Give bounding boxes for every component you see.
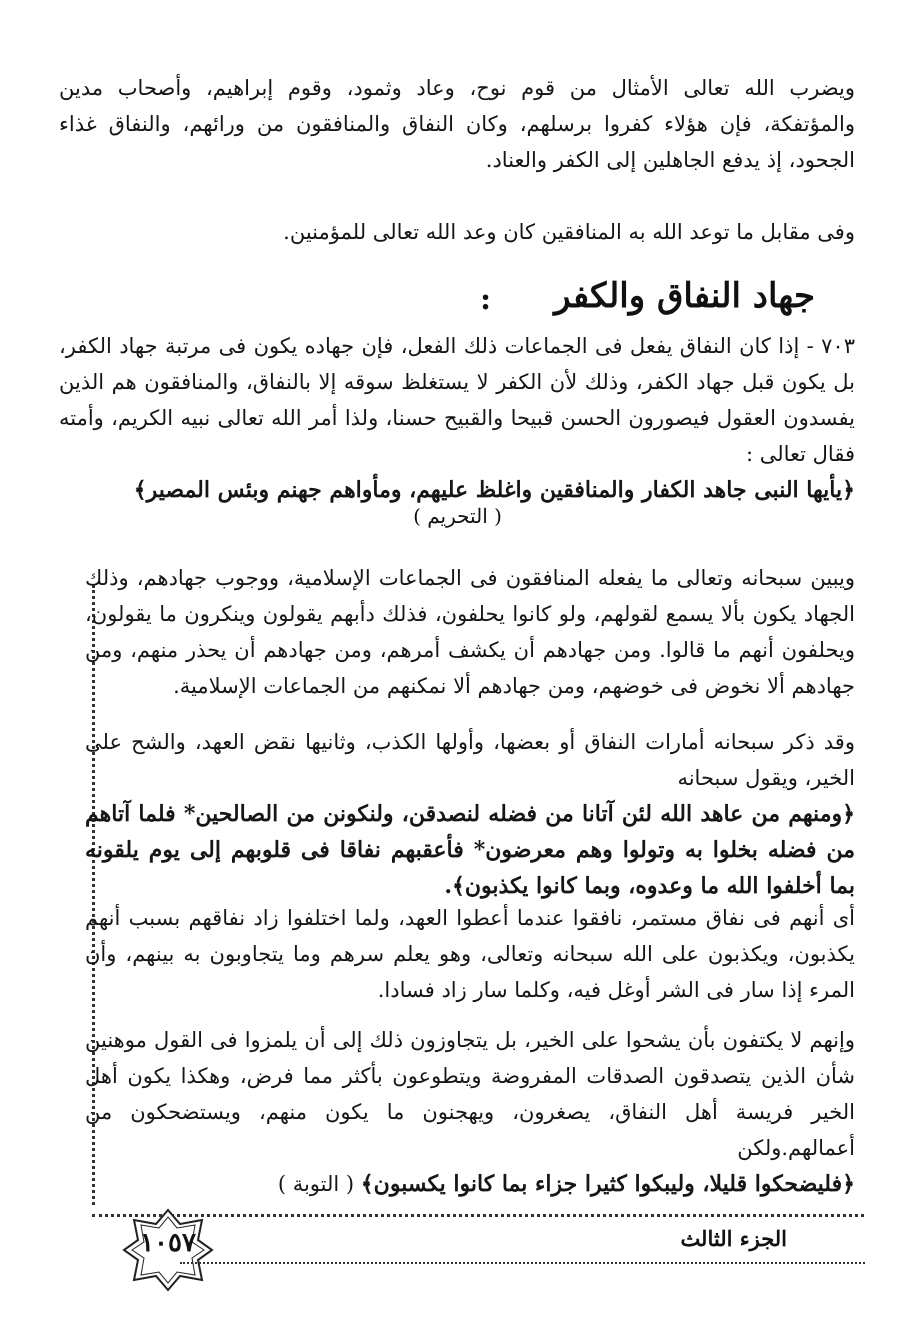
paragraph-signs: وقد ذكر سبحانه أمارات النفاق أو بعضها، وأولها الكذب، وثانيها نقض العهد، والشح على الخير، ويقول سبحانه <box>85 730 855 790</box>
quote-tawbah-covenant: ﴿ومنهم من عاهد الله لئن آتانا من فضله لنصدقن، ولنكونن من الصالحين* فلما آتاهم من فضله بخلوا به وتولوا وهم معرضون* فأعقبهم نفاقا فى قلوبهم إلى يوم يلقونه بما أخلفوا الله ما وعدوه، وبما كانوا يكذبون﴾. <box>85 801 855 899</box>
quote-tawbah-laugh: ﴿فليضحكوا قليلا، وليبكوا كثيرا جزاء بما كانوا يكسبون﴾ <box>360 1171 855 1197</box>
paragraph-continuous-hypocrisy: أى أنهم فى نفاق مستمر، نافقوا عندما أعطوا العهد، ولما اختلفوا زاد نفاقهم بسبب أنهم يكذبون، ويكذبون على الله سبحانه وتعالى، وهو يعلم سرهم وما يتجاوبون به بينهم، وأن المرء إذا سار فى الشر أوغل فيه، وكلما سار زاد فسادا. <box>85 906 855 1002</box>
source-tawbah: ( التوبة ) <box>277 1172 355 1196</box>
part-label: الجزء الثالث <box>680 1226 787 1251</box>
paragraph-mockery: وإنهم لا يكتفون بأن يشحوا على الخير، بل يتجاوزون ذلك إلى أن يلمزوا فى القول موهنين شأن الذين يتصدقون الصدقات المفروضة ويتطوعون بأكثر مما فرض، وهكذا يكون أهل الخير فريسة أهل النفاق، يصغرون، ويهجنون ما يكون منهم، ويستضحكون من أعمالهم.ولكن <box>85 1028 856 1160</box>
page-number: ١٠٥٧ <box>140 1228 196 1258</box>
heading-colon: : <box>480 282 492 317</box>
source-tahrim: ( التحريم ) <box>413 504 502 528</box>
paragraph-703-block <box>59 328 855 508</box>
quote-tahrim: ﴿يأيها النبى جاهد الكفار والمنافقين واغلظ عليهم، ومأواهم جهنم وبئس المصير﴾ <box>133 477 855 503</box>
paragraph-jihad-methods: ويبين سبحانه وتعالى ما يفعله المنافقون فى الجماعات الإسلامية، ووجوب جهادهم، وذلك الجهاد يكون بألا يسمع لقولهم، ولو كانوا يحلفون، فذلك دأبهم يقولون وينكرون ما يقولون، ويحلفون أنهم ما قالوا. ومن جهادهم أن يكشف أمرهم، ومن جهادهم أن يحذر منهم، ومن جهادهم ألا نخوض فى خوضهم، ومن جهادهم ألا نمكنهم من الجماعات الإسلامية. <box>85 566 855 698</box>
paragraph-promise: وفى مقابل ما توعد الله به المنافقين كان وعد الله تعالى للمؤمنين. <box>283 220 855 244</box>
paragraph-parables: ويضرب الله تعالى الأمثال من قوم نوح، وعاد وثمود، وقوم إبراهيم، وأصحاب مدين والمؤتفكة، فإن هؤلاء كفروا برسلهم، وكان النفاق والمنافقون من ورائهم، والنفاق غذاء الجحود، إذ يدفع الجاهلين إلى الكفر والعناد. <box>59 76 855 172</box>
section-heading: جهاد النفاق والكفر <box>554 276 815 316</box>
footer-rule <box>180 1262 865 1264</box>
quote-tawbah-laugh-line <box>85 1166 855 1202</box>
paragraph-signs-block <box>85 724 855 904</box>
paragraph-703: ٧٠٣ - إذا كان النفاق يفعل فى الجماعات ذلك الفعل، فإن جهاده يكون فى مرتبة جهاد الكفر، بل يكون قبل جهاد الكفر، وذلك لأن الكفر لا يستغلظ سوقه إلا بالنفاق، والمنافقون هم الذين يفسدون العقول فيصورون الحسن قبيحا والقبيح حسنا، ولذا أمر الله تعالى نبيه الكريم، وأمته فقال تعالى : <box>59 334 855 466</box>
paragraph-mockery-block <box>85 1022 855 1202</box>
